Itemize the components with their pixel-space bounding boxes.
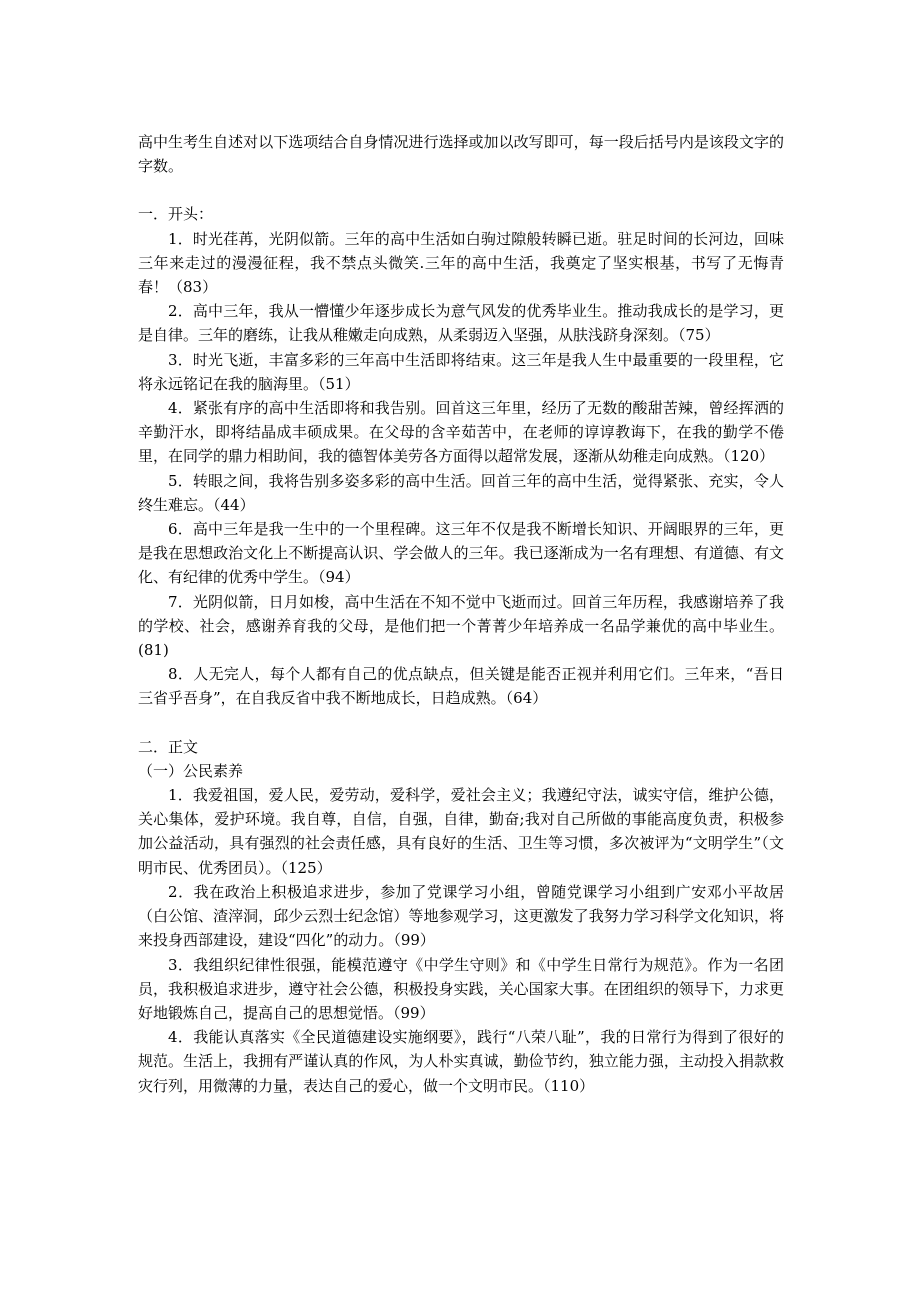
section-opening: [138, 202, 784, 710]
paragraph: 2．我在政治上积极追求进步，参加了党课学习小组，曾随党课学习小组到广安邓小平故居（白公馆、渣滓洞，邱少云烈士纪念馆）等地参观学习，这更激发了我努力学习科学文化知识，将来投身西部建设，建设“四化”的动力。（99）: [138, 882, 784, 950]
paragraph: 4．紧张有序的高中生活即将和我告别。回首这三年里，经历了无数的酸甜苦辣，曾经挥洒的辛勤汗水，即将结晶成丰硕成果。在父母的含辛茹苦中，在老师的谆谆教诲下，在我的勤学不倦里，在同学的鼎力相助间，我的德智体美劳各方面得以超常发展，逐渐从幼稚走向成熟。（120）: [138, 399, 784, 466]
subsection-title-civic: （一）公民素养: [138, 761, 244, 780]
paragraph: 3．时光飞逝，丰富多彩的三年高中生活即将结束。这三年是我人生中最重要的一段里程，它将永远铭记在我的脑海里。（51）: [138, 350, 784, 393]
paragraph: 4．我能认真落实《全民道德建设实施纲要》，践行“八荣八耻”，我的日常行为得到了很好的规范。生活上，我拥有严谨认真的作风，为人朴实真诚，勤俭节约，独立能力强，主动投入捐款救灾行列，用微薄的力量，表达自己的爱心，做一个文明市民。（110）: [138, 1028, 784, 1095]
paragraph: 7．光阴似箭，日月如梭，高中生活在不知不觉中飞逝而过。回首三年历程，我感谢培养了我的学校、社会，感谢养育我的父母，是他们把一个菁菁少年培养成一名品学兼优的高中毕业生。(81): [138, 592, 784, 660]
section-spacer: [138, 711, 784, 735]
paragraph: 3．我组织纪律性很强，能模范遵守《中学生守则》和《中学生日常行为规范》。作为一名团员，我积极追求进步，遵守社会公德，积极投身实践，关心国家大事。在团组织的领导下，力求更好地锻炼自己，提高自己的思想觉悟。（99）: [138, 955, 784, 1022]
paragraph: 2．高中三年，我从一懵懂少年逐步成长为意气风发的优秀毕业生。推动我成长的是学习，更是自律。三年的磨练，让我从稚嫩走向成熟，从柔弱迈入坚强，从肤浅跻身深刻。（75）: [138, 302, 784, 345]
section-body: [138, 735, 784, 1098]
paragraph: 1．时光荏苒，光阴似箭。三年的高中生活如白驹过隙般转瞬已逝。驻足时间的长河边，回味三年来走过的漫漫征程，我不禁点头微笑.三年的高中生活，我奠定了坚实根基，书写了无悔青春！（83）: [138, 229, 784, 297]
paragraph: 6．高中三年是我一生中的一个里程碑。这三年不仅是我不断增长知识、开阔眼界的三年，更是我在思想政治文化上不断提高认识、学会做人的三年。我已逐渐成为一名有理想、有道德、有文化、有纪律的优秀中学生。（94）: [138, 520, 784, 587]
paragraph: 5．转眼之间，我将告别多姿多彩的高中生活。回首三年的高中生活，觉得紧张、充实，令人终生难忘。（44）: [138, 471, 784, 514]
intro-text: 高中生考生自述对以下选项结合自身情况进行选择或加以改写即可，每一段后括号内是该段文字的字数。: [138, 133, 784, 176]
paragraph: 1．我爱祖国，爱人民，爱劳动，爱科学，爱社会主义；我遵纪守法，诚实守信，维护公德，关心集体，爱护环境。我自尊，自信，自强，自律，勤奋;我对自己所做的事能高度负责，积极参加公益活动，具有强烈的社会责任感，具有良好的生活、卫生等习惯，多次被评为“文明学生”（文明市民、优秀团员）。（125）: [138, 786, 784, 877]
section-title-body: 二．正文: [138, 737, 199, 756]
document-page: [138, 130, 784, 1098]
paragraph: 8．人无完人，每个人都有自己的优点缺点，但关键是能否正视并利用它们。三年来，“吾日三省乎吾身”，在自我反省中我不断地成长，日趋成熟。（64）: [138, 665, 784, 708]
section-title-opening: 一．开头：: [138, 205, 214, 224]
